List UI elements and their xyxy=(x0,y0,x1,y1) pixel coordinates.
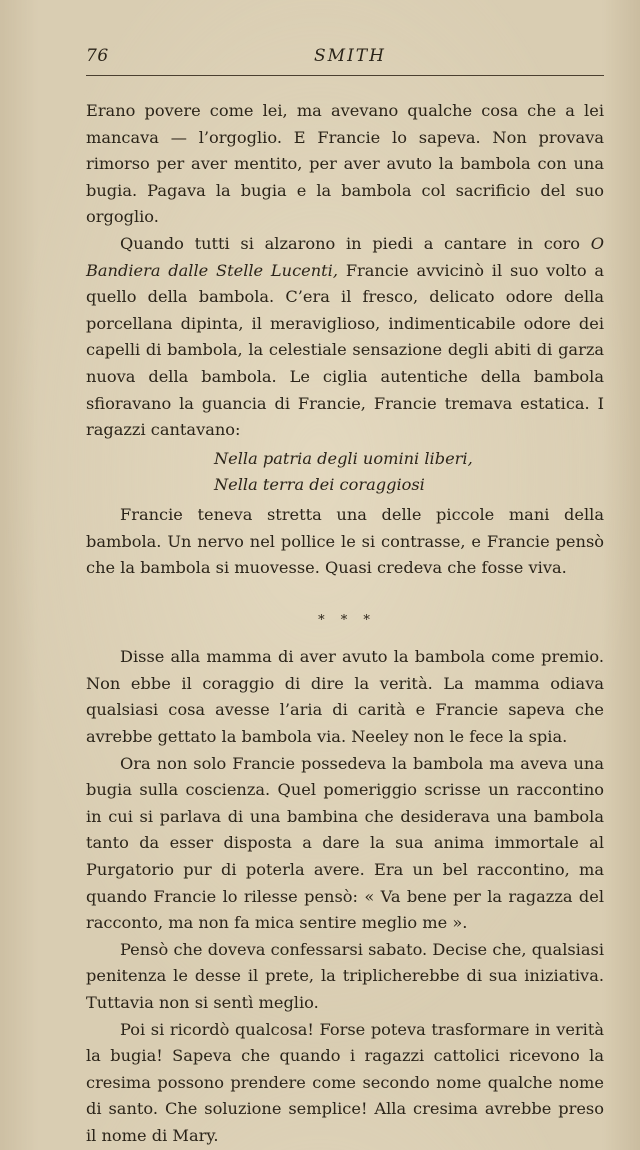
paragraph-4: Disse alla mamma di aver avuto la bambola come premio. Non ebbe il coraggio di dire la verità. La mamma odiava qualsiasi cosa avesse l’aria di carità e Francie sapeva che avrebbe gettato la bambola via. Neeley non le fece la spia. xyxy=(86,647,604,747)
header-rule xyxy=(86,75,604,76)
verse-line-2: Nella terra dei coraggiosi xyxy=(214,475,425,495)
paragraph-7: Poi si ricordò qualcosa! Forse poteva trasformare in verità la bugia! Sapeva che quando i ragazzi cattolici ricevono la cresima possono prendere come secondo nome qualche nome di santo. Che soluzione semplice! Alla cresima avrebbe preso il nome di Mary. xyxy=(86,1019,604,1145)
body-text xyxy=(86,98,604,1150)
paragraph-1: Erano povere come lei, ma avevano qualche cosa che a lei mancava — l’orgoglio. E Francie lo sapeva. Non provava rimorso per aver mentito, per aver avuto la bambola con una bugia. Pagava la bugia e la bambola col sacrificio del suo orgoglio. xyxy=(86,101,604,227)
verse-block xyxy=(86,446,604,499)
paragraph-2-rest: Francie avvicinò il suo volto a quello della bambola. C’era il fresco, delicato odore della porcellana dipinta, il meraviglioso, indimenticabile odore dei capelli di bambola, la celestiale sensazione degli abiti di garza nuova della bambola. Le ciglia autentiche della bambola sfioravano la guancia di Francie, Francie tremava estatica. I ragazzi cantavano: xyxy=(86,260,605,440)
paragraph-2-start: Quando tutti si alzarono in piedi a cantare in coro xyxy=(120,233,591,253)
paragraph-5: Ora non solo Francie possedeva la bambola ma aveva una bugia sulla coscienza. Quel pomeriggio scrisse un raccontino in cui si parlava di una bambina che desiderava una bambola tanto da esser disposta a dare la sua anima immortale al Purgatorio pur di poterla avere. Era un bel raccontino, ma quando Francie lo rilesse pensò: « Va bene per la ragazza del racconto, ma non fa mica sentire meglio me ». xyxy=(86,753,604,933)
page-header xyxy=(86,42,606,72)
song-title: O Bandiera dalle Stelle Lucenti, xyxy=(86,233,604,280)
page-number: 76 xyxy=(86,46,109,66)
verse-line-1: Nella patria degli uomini liberi, xyxy=(214,448,473,468)
paragraph-2 xyxy=(86,231,604,444)
paragraph-6: Pensò che doveva confessarsi sabato. Decise che, qualsiasi penitenza le desse il prete, la triplicherebbe di sua iniziativa. Tuttavia non si sentì meglio. xyxy=(86,939,604,1012)
paragraph-3: Francie teneva stretta una delle piccole mani della bambola. Un nervo nel pollice le si contrasse, e Francie pensò che la bambola si muovesse. Quasi credeva che fosse viva. xyxy=(86,504,604,578)
running-head: SMITH xyxy=(314,46,386,66)
section-separator: * * * xyxy=(318,612,376,628)
